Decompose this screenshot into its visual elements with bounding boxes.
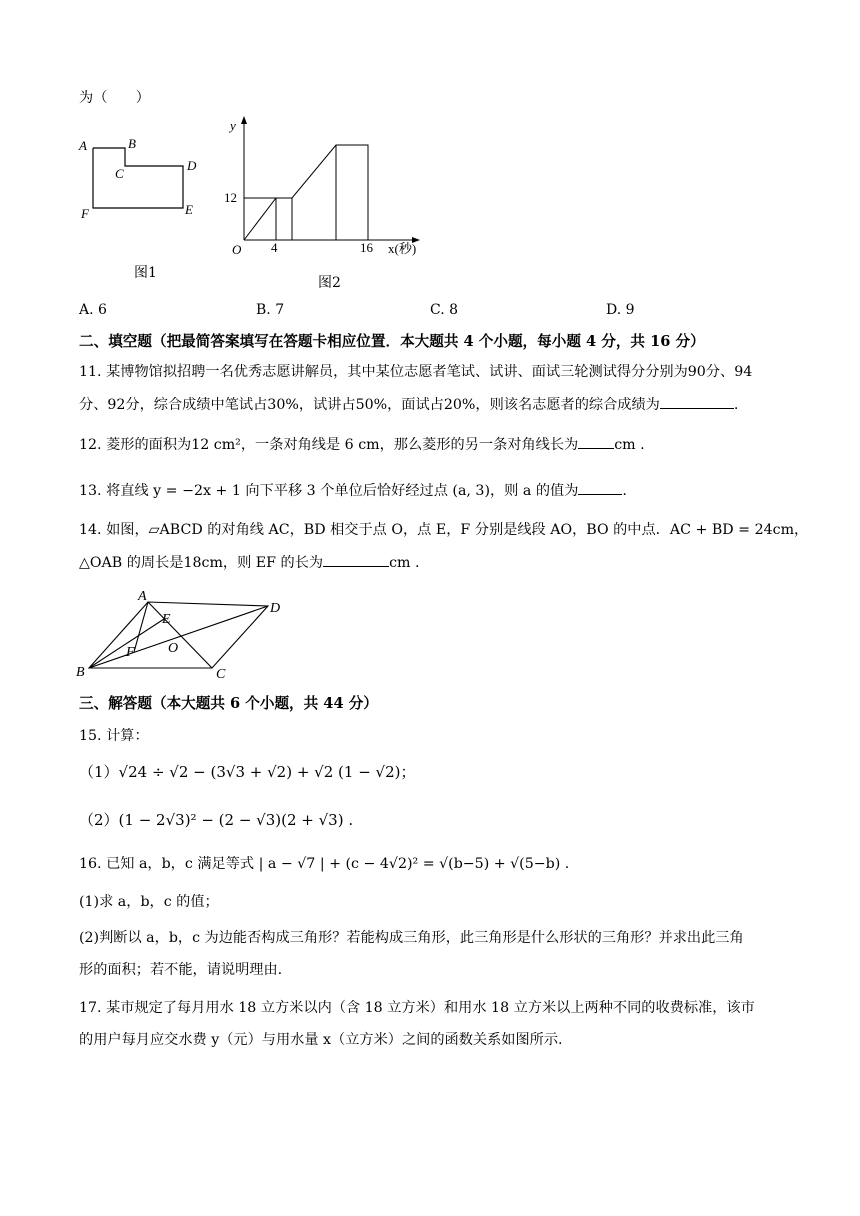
q12-answer-blank <box>578 434 614 449</box>
figure-3-parallelogram <box>72 586 292 678</box>
q13-end: . <box>622 483 627 499</box>
q17-line-1: 17. 某市规定了每月用水 18 立方米以内（含 18 立方米）和用水 18 立方米以上两种不同的收费标准，该市 <box>79 1000 755 1016</box>
fig1-label-c: C <box>115 166 124 181</box>
fig2-caption: 图2 <box>318 275 341 291</box>
q13-text: 13. 将直线 y = −2x + 1 向下平移 3 个单位后恰好经过点 (a, 3)，则 a 的值为 <box>79 483 579 499</box>
fig3-label-b: B <box>76 665 85 678</box>
fig1-label-f: F <box>81 206 89 221</box>
option-b: B. 7 <box>256 302 285 318</box>
q11-answer-blank <box>660 394 734 409</box>
q17-line-2: 的用户每月应交水费 y（元）与用水量 x（立方米）之间的函数关系如图所示. <box>79 1032 563 1048</box>
fig1-caption: 图1 <box>134 265 157 281</box>
q14-line-1: 14. 如图，▱ABCD 的对角线 AC，BD 相交于点 O，点 E，F 分别是线段 AO，BO 的中点．AC + BD = 24cm， <box>79 522 809 538</box>
figure-2-graph <box>222 112 432 262</box>
q13-answer-blank <box>578 480 622 495</box>
fig2-x-axis-label: x(秒) <box>388 241 417 256</box>
q16-part-2-line-2: 形的面积；若不能，请说明理由. <box>79 962 283 978</box>
section-3-heading: 三、解答题（本大题共 6 个小题，共 44 分） <box>79 695 378 712</box>
fig1-label-a: A <box>79 138 87 153</box>
fig1-label-e: E <box>185 202 193 217</box>
option-d: D. 9 <box>606 302 635 318</box>
q12-unit: cm . <box>614 437 645 453</box>
fig2-tick-16: 16 <box>360 240 373 255</box>
q14-unit: cm . <box>389 555 420 571</box>
option-c: C. 8 <box>430 302 459 318</box>
fig1-label-d: D <box>187 158 197 173</box>
fig2-tick-4: 4 <box>271 240 278 255</box>
figure-1-polygon <box>75 130 215 230</box>
fig3-label-c: C <box>216 667 226 678</box>
fig3-label-e: E <box>162 612 171 627</box>
q15-title: 15. 计算： <box>79 728 149 744</box>
q16-part-2-line-1: (2)判断以 a，b，c 为边能否构成三角形？若能构成三角形，此三角形是什么形状的三角形？并求出此三角 <box>79 930 744 946</box>
q11-text: 分、92分，综合成绩中笔试占30%，试讲占50%，面试占20%，则该名志愿者的综合成绩为 <box>79 397 660 413</box>
q12-text: 12. 菱形的面积为12 cm²，一条对角线是 6 cm，那么菱形的另一条对角线长为 <box>79 437 579 453</box>
fig1-label-b: B <box>128 136 136 151</box>
q15-part-1: （1）√24 ÷ √2 − (3√3 + √2) + √2 (1 − √2)； <box>79 763 416 781</box>
fig3-label-f: F <box>126 645 135 660</box>
section-2-heading: 二、填空题（把最简答案填写在答题卡相应位置．本大题共 4 个小题，每小题 4 分，共 16 分） <box>79 333 705 350</box>
q12-line <box>79 434 645 455</box>
q11-end: . <box>733 397 739 413</box>
option-a: A. 6 <box>79 302 107 318</box>
q10-tail: 为（ ） <box>79 90 150 106</box>
fig3-label-a: A <box>138 589 147 604</box>
fig3-label-o: O <box>168 641 179 656</box>
fig3-label-d: D <box>270 601 281 616</box>
q11-line-1: 11. 某博物馆拟招聘一名优秀志愿讲解员，其中某位志愿者笔试、试讲、面试三轮测试得分分别为90分、94 <box>79 364 753 380</box>
q11-line-2 <box>79 394 738 415</box>
q14-answer-blank <box>323 552 389 567</box>
fig2-tick-12: 12 <box>224 190 237 205</box>
q16-stem: 16. 已知 a，b，c 满足等式 | a − √7 | + (c − 4√2)² = √(b−5) + √(5−b) . <box>79 856 570 872</box>
q14-line-2 <box>79 552 420 573</box>
q16-part-1: (1)求 a，b，c 的值； <box>79 894 219 910</box>
q13-line <box>79 480 627 501</box>
q14-text: △OAB 的周长是18cm，则 EF 的长为 <box>79 555 324 571</box>
q15-part-2: （2）(1 − 2√3)² − (2 − √3)(2 + √3) . <box>79 811 354 829</box>
fig2-y-axis-label: y <box>230 118 236 133</box>
fig2-origin-label: O <box>232 242 242 257</box>
